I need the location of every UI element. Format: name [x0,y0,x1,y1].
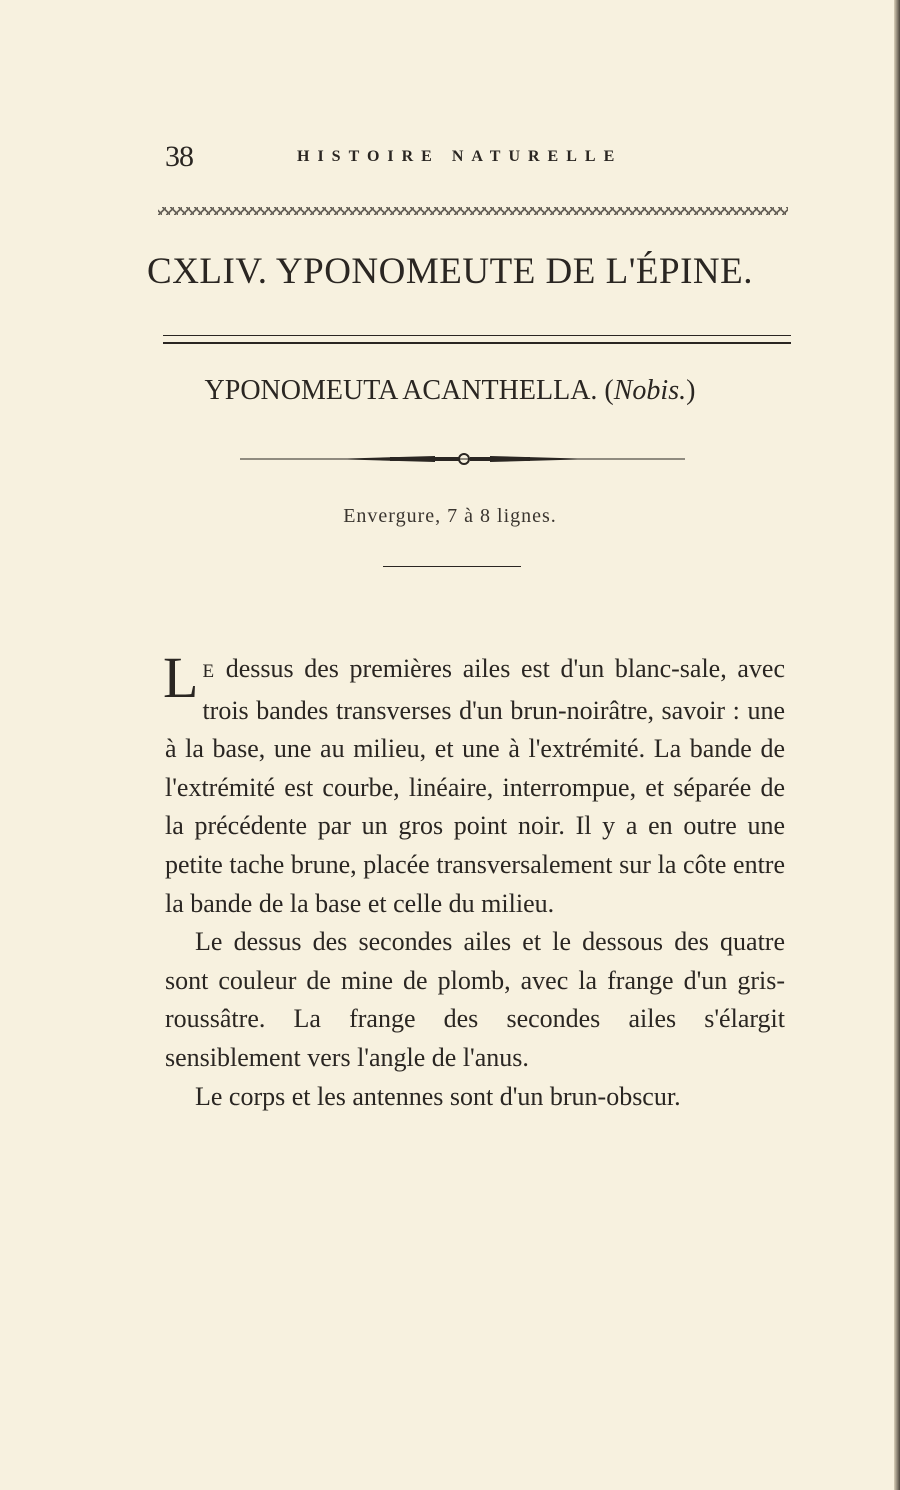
paragraph-2: Le dessus des secondes ailes et le dessous des quatre sont couleur de mine de plomb, avec la frange d'un gris-roussâtre. La frange des secondes ailes s'élargit sensiblement vers l'angle de l'anus. [165,927,785,1072]
wingspan-line: Envergure, 7 à 8 lignes. [343,505,557,527]
page-header [165,140,785,180]
drop-cap: L [163,645,199,710]
page-number: 38 [165,140,193,173]
small-caps: E [202,661,216,682]
short-rule-divider [383,566,521,567]
page-edge-shadow [894,0,900,1490]
description-text [163,645,785,1116]
latin-name-text: YPONOMEUTA ACANTHELLA. [204,375,598,406]
open-paren: ( [597,375,614,406]
ornamental-divider [240,452,685,466]
paragraph-1-text: dessus des premières ailes est d'un blanc-sale, avec trois bandes transverses d'un brun-noirâtre, savoir : une à la base, une au milieu, et une à l'extrémité. La bande de l'extrémité est courbe, linéaire, interrompue, et séparée de la précédente par un gros point noir. Il y a en outre une petite tache brune, placée transversalement sur la côte entre la bande de la base et celle du milieu. [165,654,785,918]
author-name: Nobis. [613,375,687,406]
paragraph-1 [163,645,785,923]
chapter-title: CXLIV. YPONOMEUTE DE L'ÉPINE. [147,251,753,292]
decorative-zigzag-rule [158,207,788,217]
paragraph-3: Le corps et les antennes sont d'un brun-obscur. [195,1081,681,1111]
running-title: HISTOIRE NATURELLE [297,148,623,165]
double-rule-divider [163,335,791,344]
species-latin-name [0,375,900,407]
close-paren: ) [686,375,696,406]
